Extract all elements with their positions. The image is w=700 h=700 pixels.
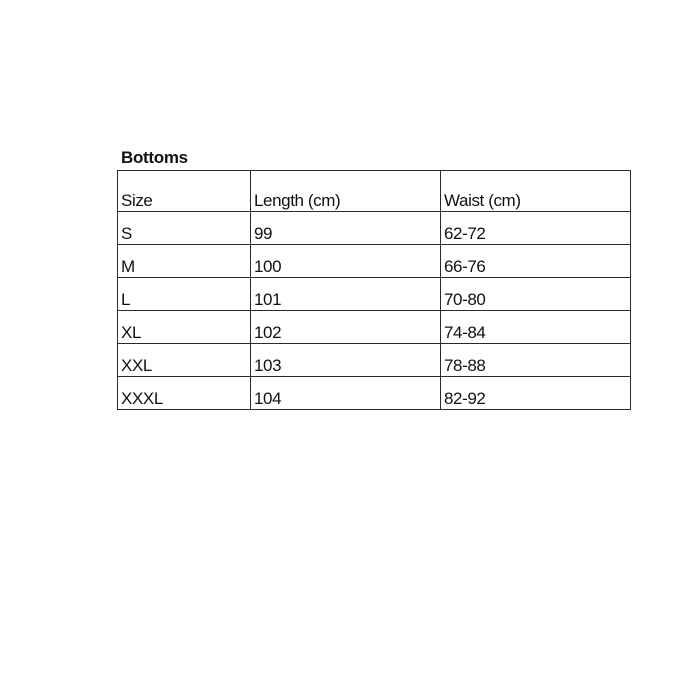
table-row bbox=[118, 344, 631, 377]
waist-cell: 78-88 bbox=[441, 344, 631, 377]
size-cell: S bbox=[118, 212, 251, 245]
header-waist: Waist (cm) bbox=[441, 171, 631, 212]
header-length: Length (cm) bbox=[251, 171, 441, 212]
size-cell: XXL bbox=[118, 344, 251, 377]
table-header-row bbox=[118, 171, 631, 212]
table-row bbox=[118, 212, 631, 245]
length-cell: 101 bbox=[251, 278, 441, 311]
table-row bbox=[118, 311, 631, 344]
size-chart-table bbox=[117, 170, 631, 410]
size-cell: XL bbox=[118, 311, 251, 344]
table-title: Bottoms bbox=[121, 148, 188, 167]
waist-cell: 74-84 bbox=[441, 311, 631, 344]
waist-cell: 66-76 bbox=[441, 245, 631, 278]
table-row bbox=[118, 245, 631, 278]
waist-cell: 70-80 bbox=[441, 278, 631, 311]
length-cell: 100 bbox=[251, 245, 441, 278]
waist-cell: 62-72 bbox=[441, 212, 631, 245]
header-size: Size bbox=[118, 171, 251, 212]
length-cell: 103 bbox=[251, 344, 441, 377]
size-cell: L bbox=[118, 278, 251, 311]
length-cell: 104 bbox=[251, 377, 441, 410]
waist-cell: 82-92 bbox=[441, 377, 631, 410]
size-cell: XXXL bbox=[118, 377, 251, 410]
length-cell: 102 bbox=[251, 311, 441, 344]
size-cell: M bbox=[118, 245, 251, 278]
length-cell: 99 bbox=[251, 212, 441, 245]
table-row bbox=[118, 377, 631, 410]
table-row bbox=[118, 278, 631, 311]
